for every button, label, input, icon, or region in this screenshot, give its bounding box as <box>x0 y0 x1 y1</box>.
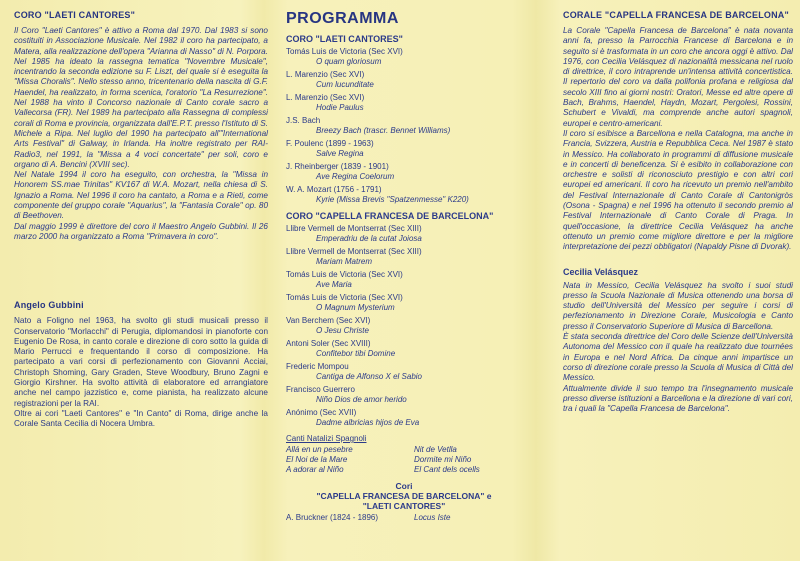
program-entry <box>286 93 522 113</box>
composer-name: Anónimo (Sec XVII) <box>286 408 357 417</box>
work-title: Kyrie (Missa Brevis "Spatzenmesse" K220) <box>316 195 469 204</box>
work-title: Cum lucunditate <box>316 80 374 89</box>
canto-title: A adorar al Niño <box>286 465 344 474</box>
composer-name: J.S. Bach <box>286 116 321 125</box>
work-title: Emperadriu de la cutat Joiosa <box>316 234 422 243</box>
work-title: O Magnum Mysterium <box>316 303 395 312</box>
cori-line-2: "CAPELLA FRANCESA DE BARCELONA" e <box>316 491 492 501</box>
cori-line-1: Cori <box>395 481 413 491</box>
program-entry <box>286 339 522 359</box>
canti-natalizi-list <box>286 445 522 475</box>
program-entry <box>286 362 522 382</box>
composer-name: Llibre Vermell de Montserrat (Sec XIII) <box>286 224 422 233</box>
program-entry <box>286 224 522 244</box>
cori-heading <box>286 481 522 511</box>
program-entry <box>286 408 522 428</box>
velasquez-title: Cecilia Velásquez <box>563 266 639 277</box>
work-title: Cantiga de Alfonso X el Sabio <box>316 372 422 381</box>
final-piece <box>286 513 522 523</box>
composer-name: Llibre Vermell de Montserrat (Sec XIII) <box>286 247 422 256</box>
gubbini-title: Angelo Gubbini <box>14 300 84 311</box>
program-list-laeti <box>286 47 522 205</box>
velasquez-bio-3: Attualmente divide il suo tempo tra l'insegnamento musicale presso diverse istituzioni a Barcellona e la direzione di vari cori, tra i quali la "Capella Francesa de Barcelona". <box>563 383 793 414</box>
composer-name: Van Berchem (Sec XVI) <box>286 316 371 325</box>
composer-name: Tomás Luis de Victoria (Sec XVI) <box>286 293 403 302</box>
work-title: Confitebor tibi Domine <box>316 349 396 358</box>
program-entry <box>286 185 522 205</box>
capella-title: CORALE "CAPELLA FRANCESA DE BARCELONA" <box>563 10 789 20</box>
canti-column-2 <box>414 445 514 475</box>
composer-name: W. A. Mozart (1756 - 1791) <box>286 185 382 194</box>
work-title: Ave Regina Coelorum <box>316 172 395 181</box>
work-title: O Jesu Christe <box>316 326 369 335</box>
program-title: PROGRAMMA <box>286 10 399 27</box>
work-title: Ave Maria <box>316 280 352 289</box>
work-title: Mariam Matrem <box>316 257 373 266</box>
program-list-capella <box>286 224 522 428</box>
program-entry <box>286 139 522 159</box>
composer-name: F. Poulenc (1899 - 1963) <box>286 139 374 148</box>
program-entry <box>286 116 522 136</box>
composer-name: J. Rheinberger (1839 - 1901) <box>286 162 389 171</box>
program-column <box>286 10 522 523</box>
final-composer: A. Bruckner (1824 - 1896) <box>286 513 379 522</box>
work-title: Hodie Paulus <box>316 103 364 112</box>
program-entry <box>286 47 522 67</box>
laeti-cantores-history: Il Coro "Laeti Cantores" è attivo a Roma dal 1970. Dal 1983 si sono costituiti in Associazione Musicale. Nel 1982 il coro ha partecipato, a Matera, alla realizzazione dell'opera "Arianna di Nasso" di N. Porpora. Nel 1985 ha ideato la rassegna tematica "Novembre Musicale", incentrando la seconda edizione su F. Liszt, del quale si è eseguita la "Missa Choralis". Nello stesso anno, tricentenario della nascita di G.F. Haendel, ha realizzato, in forma scenica, l'oratorio "La Resurrezione". Nel 1988 ha vinto il Concorso nazionale di Canto corale sacro a Vallecorsa (FR). Nel 1989 ha partecipato alla Rassegna di complessi corali di Roma e provincia, organizzata dall'E.P.T. presso l'Istituto di S. Michele a Ripa. Nel luglio del 1990 ha partecipato all'"International Arts Festival" di Galway, in Irlanda. Ha inoltre registrato per RAI-Radio3, nel 1991, la "Missa a 4 voci concertate" per soli, coro e organo di A. Bencini (XVIII sec). <box>14 26 268 169</box>
laeti-cantores-director: Dal maggio 1999 è direttore del coro il Maestro Angelo Gubbini. Il 26 marzo 2000 ha organizzato a Roma "Primavera in coro". <box>14 221 268 241</box>
program-entry <box>286 293 522 313</box>
program-entry <box>286 385 522 405</box>
canto-title: El Noi de la Mare <box>286 455 348 464</box>
right-column <box>563 10 793 414</box>
canto-title: Allá en un pesebre <box>286 445 353 454</box>
program-entry <box>286 270 522 290</box>
composer-name: Francisco Guerrero <box>286 385 355 394</box>
laeti-cantores-title: CORO "LAETI CANTORES" <box>14 10 136 20</box>
composer-name: Tomás Luis de Victoria (Sec XVI) <box>286 270 403 279</box>
gubbini-bio-2: Oltre ai cori "Laeti Cantores" e "In Canto" di Roma, dirige anche la Corale Santa Cecilia di Nocera Umbra. <box>14 408 268 429</box>
cori-line-3: "LAETI CANTORES" <box>362 501 446 511</box>
work-title: Dadme albricias hijos de Eva <box>316 418 420 427</box>
composer-name: L. Marenzio (Sec XVI) <box>286 93 365 102</box>
program-entry <box>286 70 522 90</box>
capella-history-2: Il coro si esibisce a Barcellona e nella Catalogna, ma anche in Francia, Svizzera, Austria e Repubblica Ceca. Nel 1987 è stato in Messico. Ha collaborato in programmi di diffusione musicale e in concerti di beneficenza. Si è esibito in collaborazione con orchestre e solisti di riconosciuto prestigio e con altri cori europei ed americani. Il coro ha ricevuto un premio nell'ambito del Festival Internazionale di Canto Corale di Cantonigròs (Osona - Spagna) e nel 1996 ha ottenuto il secondo premio al Festival Internazionale di Canto Corale di Praga. In quell'occasione, la direttrice Cecilia Velásquez ha anche ottenuto un premio come migliore direttore e per la migliore interpretazione dei pezzi obbligatori (Napaldy Pisne di Dvorak). <box>563 128 793 252</box>
velasquez-bio-2: È stata seconda direttrice del Coro delle Scienze dell'Università Autonoma del Messico con il quale ha realizzato due tournées in Europa e nel Nord Africa. Da cinque anni impartisce un corso di direzione corale presso la Scuola di Musica di Città del Messico. <box>563 332 793 383</box>
composer-name: Tomás Luis de Victoria (Sec XVI) <box>286 47 403 56</box>
composer-name: L. Marenzio (Sec XVI) <box>286 70 365 79</box>
canto-title: Dormite mi Niño <box>414 455 472 464</box>
velasquez-bio: Nata in Messico, Cecilia Velásquez ha svolto i suoi studi presso la Scuola Nazionale di Musica ottenendo una borsa di studio dell'Università del Messico per seguire i corsi di perfezionamento in Direzione Corale, Musicologia e Canto presso il Conservatorio Superiore di Musica di Barcellona. <box>563 280 793 331</box>
canto-title: El Cant dels ocells <box>414 465 480 474</box>
canti-natalizi-heading: Canti Natalizi Spagnoli <box>286 434 367 443</box>
work-title: Niño Dios de amor herido <box>316 395 407 404</box>
program-head-capella: CORO "CAPELLA FRANCESA DE BARCELONA" <box>286 211 494 221</box>
final-work: Locus Iste <box>414 513 451 522</box>
work-title: O quam gloriosum <box>316 57 382 66</box>
canti-column-1 <box>286 445 414 475</box>
capella-history: La Corale "Capella Francesa de Barcelona" è nata novanta anni fa, presso la Parrocchia Francese di Barcelona e in seguito si è trasformata in un coro che ancora oggi è attivo. Dal 1976, con Cecilia Velásquez di nazionalità messicana nel ruolo di direttrice, il coro intraprende un'intensa attività concertistica. Il repertorio del coro va dalla polifonia profana e religiosa dal secolo XIII fino ai giorni nostri: Oratori, Messe ed altre opere di Bach, Brahms, Haendel, Haydn, Mozart, Pergolesi, Rossini, Schubert e Vivaldi, ma comprende anche autori spagnoli, europei e centro-americani. <box>563 26 793 128</box>
program-head-laeti: CORO "LAETI CANTORES" <box>286 34 403 44</box>
program-entry <box>286 162 522 182</box>
canto-title: Nit de Vetlla <box>414 445 457 454</box>
program-entry <box>286 316 522 336</box>
left-column <box>14 10 268 430</box>
program-entry <box>286 247 522 267</box>
composer-name: Frederic Mompou <box>286 362 349 371</box>
work-title: Salve Regina <box>316 149 364 158</box>
gubbini-bio: Nato a Foligno nel 1963, ha svolto gli studi musicali presso il Conservatorio "Morlacchi" di Perugia, diplomandosi in pianoforte con Eugenio De Rosa, in canto corale e direzione di coro sotto la guida di Mario Perrucci e frequentando il corso di composizione. Ha partecipato a vari corsi di perfezionamento con Giovanni Acciai, Christoph Shoming, Gary Graden, Steve Woodbury, Bruno Zagni e Giorgio Kirshner. Ha svolto attività di elaboratore ed arrangiatore anche nel campo jazzistico e, come pianista, ha realizzato alcune registrazioni per la RAI. <box>14 316 268 408</box>
laeti-cantores-history-2: Nel Natale 1994 il coro ha eseguito, con orchestra, la "Missa in Honorem SS.mae Trinitas" KV167 di W.A. Mozart, nella chiesa di S. Ignazio a Roma. Nel 1996 il coro ha cantato, a Roma e a Rieti, come componente del gruppo corale "Aquarius", la "Fantasia Corale" op. 80 di Beethoven. <box>14 170 268 221</box>
composer-name: Antoni Soler (Sec XVIII) <box>286 339 371 348</box>
work-title: Breezy Bach (trascr. Bennet Williams) <box>316 126 451 135</box>
